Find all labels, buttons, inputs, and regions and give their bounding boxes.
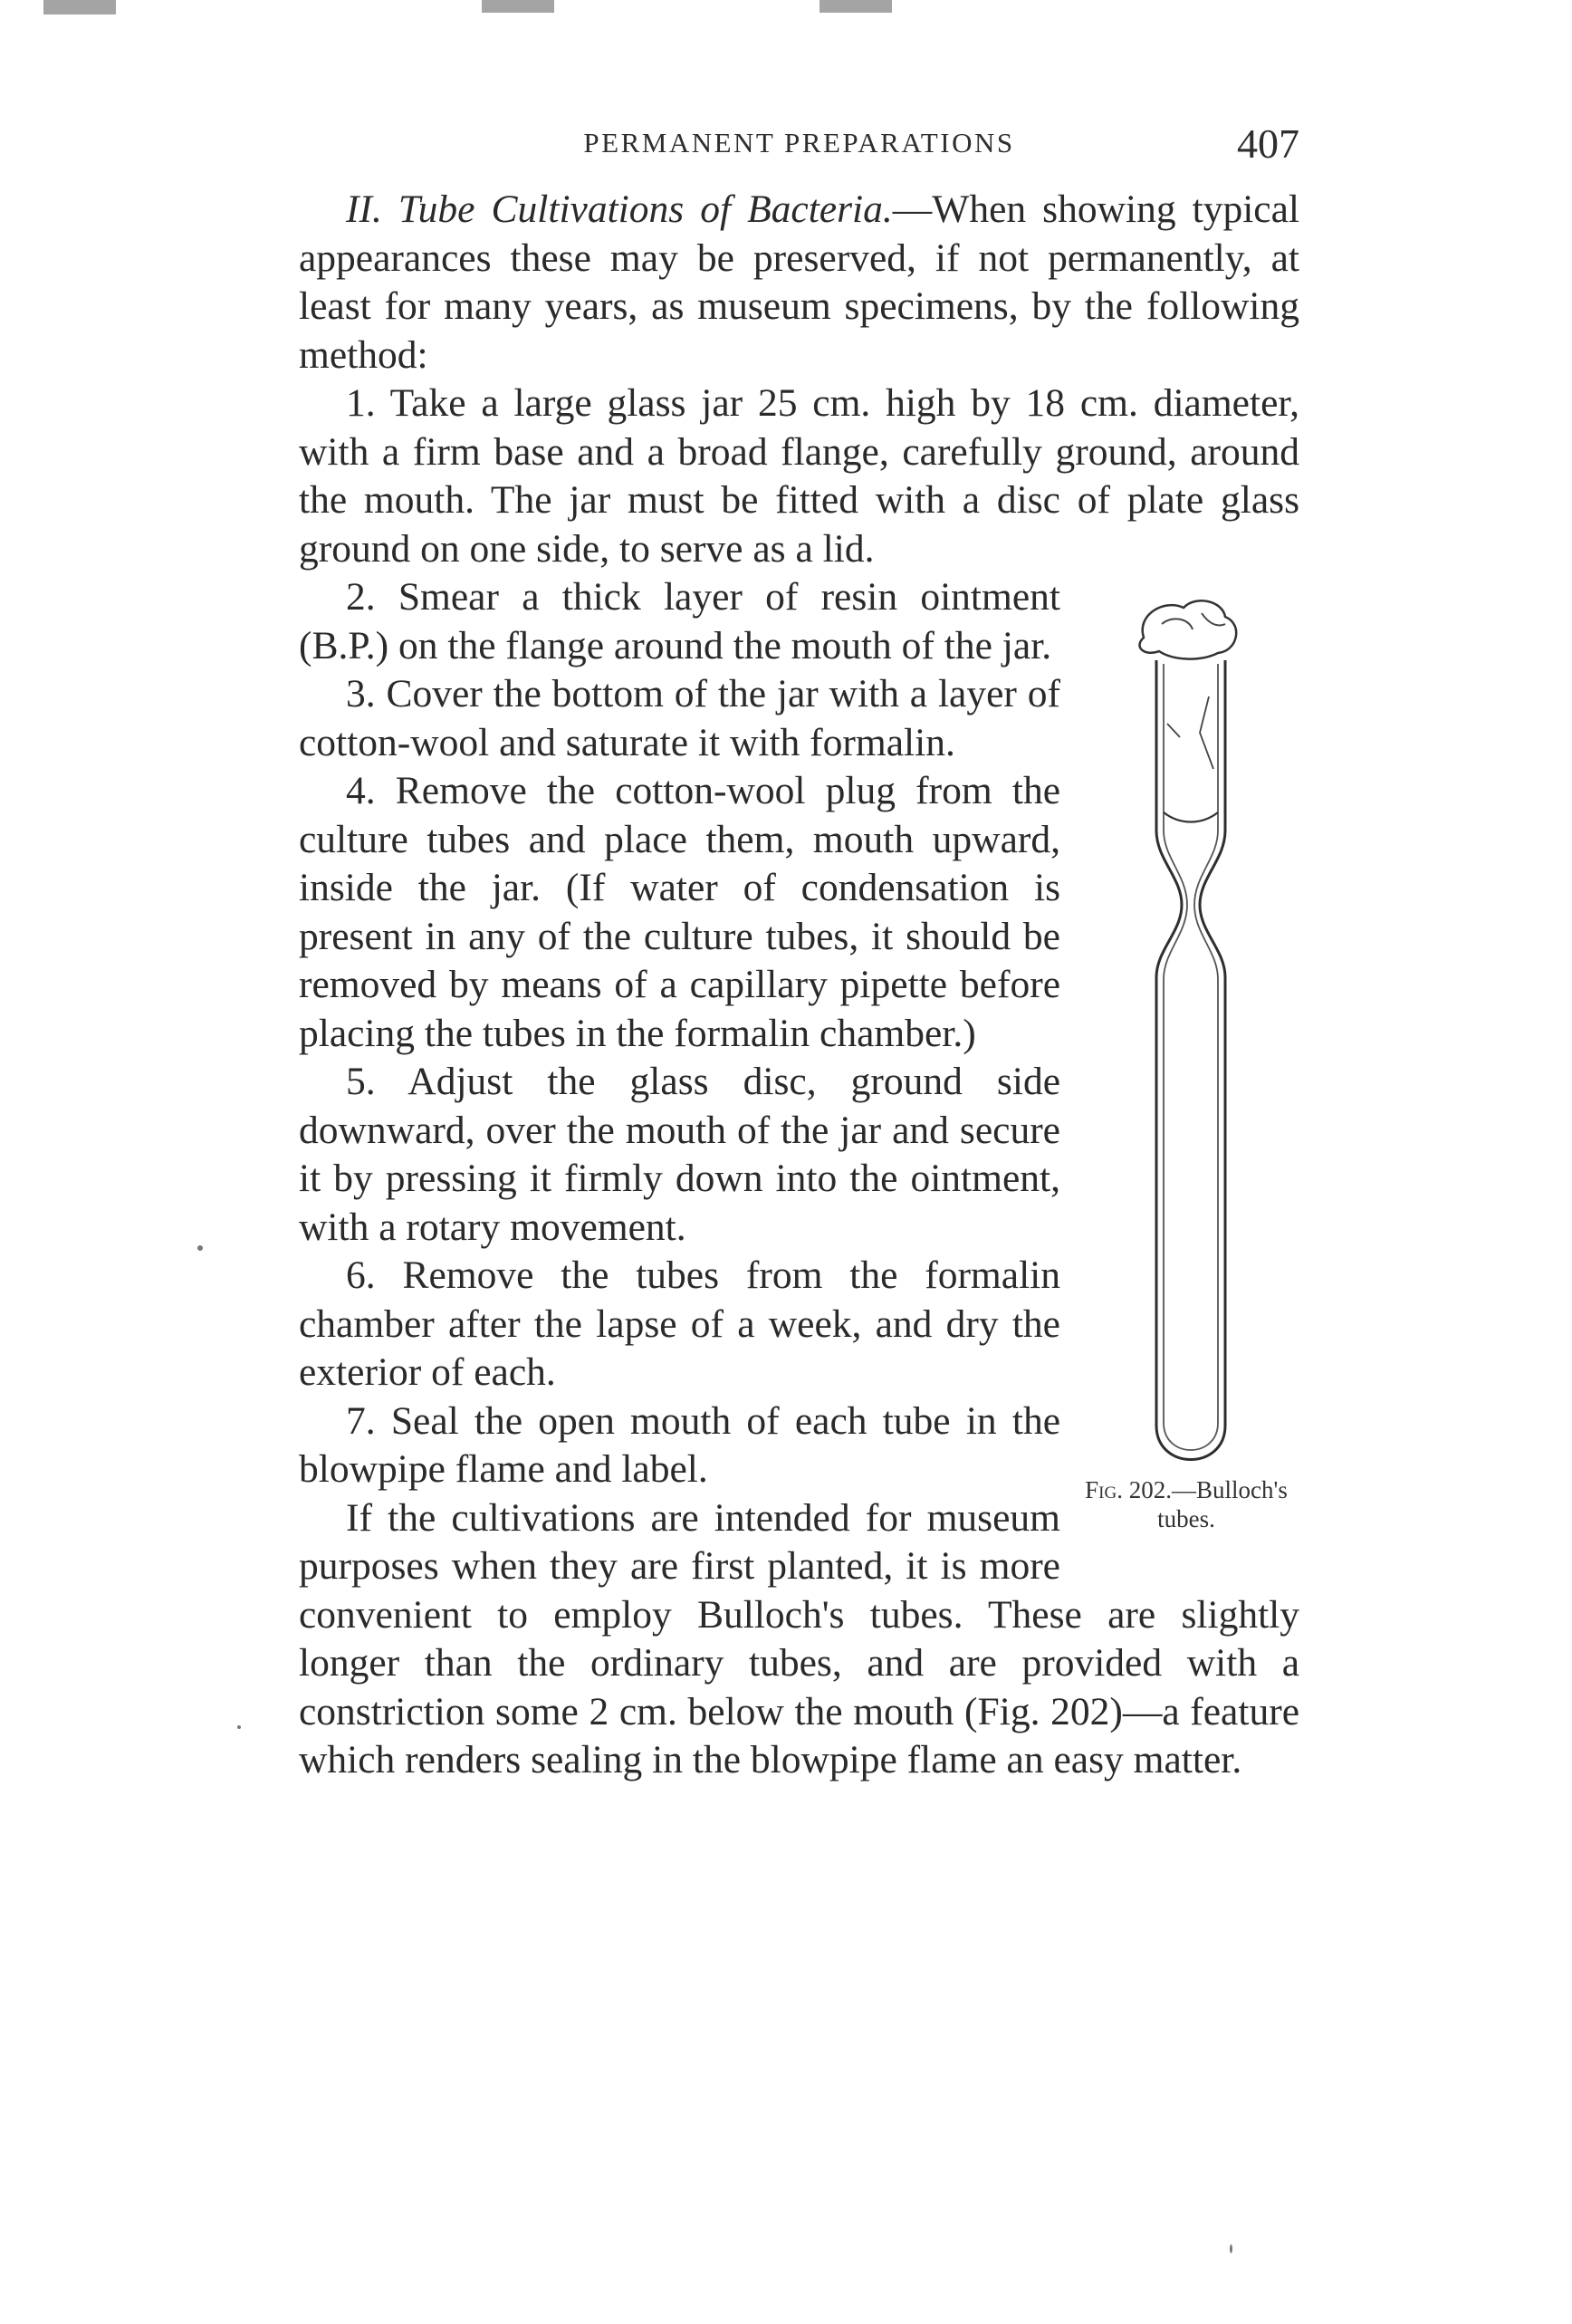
running-title: PERMANENT PREPARATIONS (583, 127, 1015, 158)
step-5: 5. Adjust the glass disc, ground side downward, over the mouth of the jar and secure it by pressing it firmly down into the ointment, with a rotary movement. (299, 1060, 1060, 1249)
page-body (299, 186, 1299, 1785)
page-number: 407 (1237, 120, 1299, 167)
tube-outer-left (1156, 660, 1225, 1460)
scan-speck (197, 1245, 203, 1251)
section-intro-text: —When showing typical appearances these may be preserved, if not permanently, at least for many years, as museum specimens, by the following method: (299, 187, 1299, 377)
plug-fibres (1167, 696, 1213, 769)
cotton-plug-detail (1162, 613, 1225, 629)
step-2: 2. Smear a thick layer of resin ointment (B.P.) on the flange around the mouth of the jar. (299, 575, 1060, 667)
scan-speck (237, 1725, 241, 1729)
step-4: 4. Remove the cotton-wool plug from the culture tubes and place them, mouth upward, inside the jar. (If water of condensation is present in any of the culture tubes, it should be removed by means of a capillary pipette before placing the tubes in the formalin chamber.) (299, 769, 1060, 1055)
scan-mark (43, 0, 116, 14)
plug-base (1164, 812, 1218, 822)
figure-caption (1073, 1475, 1299, 1533)
closing-paragraph: If the cultivations are intended for museum purposes when they are first planted, it is more convenient to employ Bulloch's tubes. These are slightly longer than the ordinary tubes, and are provided with a constriction some 2 cm. below the mouth (Fig. 202)—a feature which renders sealing in the blowpipe flame an easy matter. (299, 1495, 1299, 1781)
scan-mark (820, 0, 892, 13)
figure-caption-text: —Bulloch's tubes. (1157, 1476, 1288, 1532)
step-7: 7. Seal the open mouth of each tube in the blowpipe flame and label. (299, 1398, 1060, 1491)
bulloch-tube-illustration (1073, 588, 1299, 1475)
tube-inner-wall (1164, 664, 1218, 1450)
page-header (299, 120, 1299, 174)
section-title: II. Tube Cultivations of Bacteria. (346, 187, 893, 231)
scan-speck (1230, 2244, 1232, 2253)
figure-202 (1073, 588, 1299, 1548)
step-6: 6. Remove the tubes from the formalin chamber after the lapse of a week, and dry the exterior of each. (299, 1253, 1060, 1394)
figure-label: Fig. 202. (1085, 1476, 1172, 1503)
section-intro (299, 186, 1299, 379)
step-1: 1. Take a large glass jar 25 cm. high by 18 cm. diameter, with a firm base and a broad flange, carefully ground, around the mouth. The jar must be fitted with a disc of plate glass ground on one side, to serve as a lid. (299, 381, 1299, 571)
cotton-plug (1139, 600, 1236, 658)
step-3: 3. Cover the bottom of the jar with a layer of cotton-wool and saturate it with formalin. (299, 672, 1060, 764)
scan-mark (482, 0, 554, 13)
